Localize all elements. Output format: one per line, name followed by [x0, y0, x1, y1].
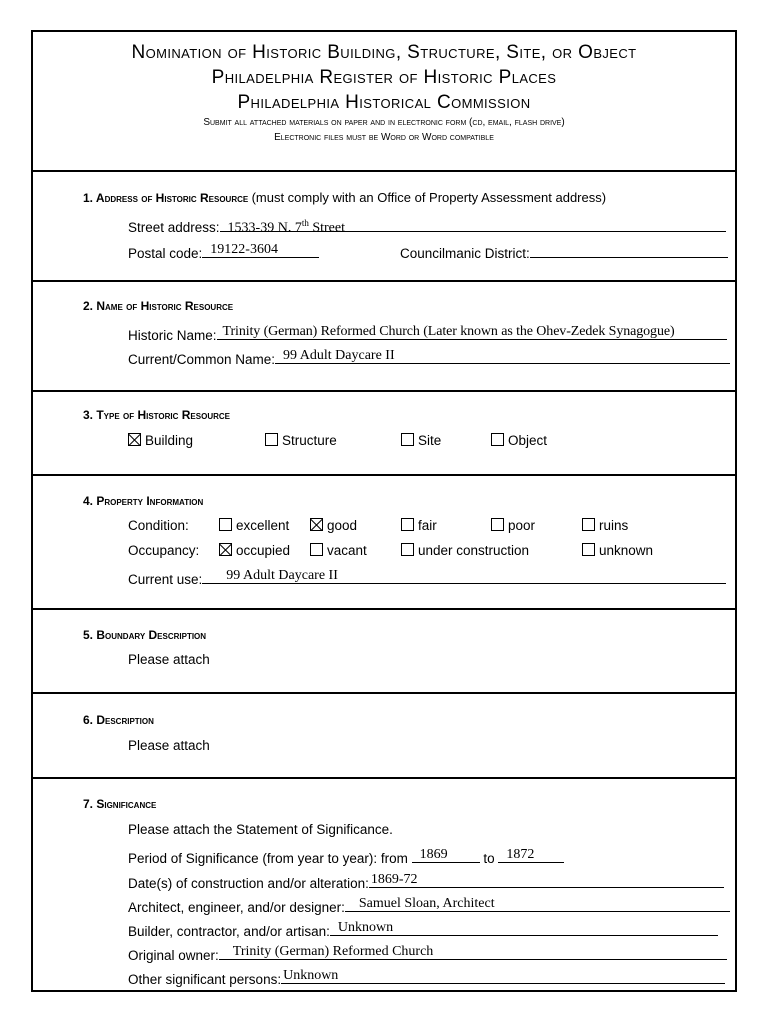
divider — [33, 777, 735, 779]
common-name-row — [128, 348, 730, 367]
condition-good-option[interactable]: good — [310, 518, 357, 533]
construction-dates-label: Date(s) of construction and/or alteration: — [128, 876, 369, 891]
architect-label: Architect, engineer, and/or designer: — [128, 900, 345, 915]
postal-code-field[interactable]: 19122-3604 — [202, 242, 319, 258]
divider — [33, 280, 735, 282]
construction-dates-row — [128, 872, 724, 891]
divider — [33, 170, 735, 172]
form-subtitle-2: Electronic files must be Word or Word compatible — [274, 132, 494, 143]
current-use-field[interactable]: 99 Adult Daycare II — [202, 568, 726, 584]
condition-ruins-option[interactable]: ruins — [582, 518, 628, 533]
original-owner-label: Original owner: — [128, 948, 219, 963]
councilmanic-district-field[interactable] — [530, 242, 728, 258]
period-to-field[interactable]: 1872 — [498, 847, 564, 863]
structure-checkbox[interactable] — [265, 433, 278, 446]
section-1-note: (must comply with an Office of Property Assessment address) — [251, 190, 607, 205]
original-owner-row — [128, 944, 727, 963]
condition-label: Condition: — [128, 518, 189, 533]
postal-code-row — [128, 242, 319, 261]
type-site-option[interactable]: Site — [401, 433, 441, 448]
section-4-heading: 4. Property Information — [83, 494, 204, 508]
other-persons-row — [128, 968, 725, 987]
building-checkbox[interactable] — [128, 433, 141, 446]
architect-row — [128, 896, 730, 915]
section-1-heading: 1. Address of Historic Resource (must comply with an Office of Property Assessment address) — [83, 190, 607, 205]
occupied-checkbox[interactable] — [219, 543, 232, 556]
historic-name-field[interactable]: Trinity (German) Reformed Church (Later known as the Ohev-Zedek Synagogue) — [217, 324, 727, 340]
type-structure-option[interactable]: Structure — [265, 433, 337, 448]
period-label: Period of Significance (from year to year): from — [128, 851, 408, 866]
councilmanic-district-row — [400, 242, 728, 261]
street-address-label: Street address: — [128, 220, 220, 235]
architect-field[interactable]: Samuel Sloan, Architect — [345, 896, 730, 912]
street-address-row — [128, 216, 726, 235]
significance-intro: Please attach the Statement of Significance. — [128, 822, 393, 837]
divider — [33, 608, 735, 610]
other-persons-field[interactable]: Unknown — [281, 968, 725, 984]
common-name-field[interactable]: 99 Adult Daycare II — [275, 348, 730, 364]
fair-checkbox[interactable] — [401, 518, 414, 531]
occupancy-vacant-option[interactable]: vacant — [310, 543, 367, 558]
section-2-heading: 2. Name of Historic Resource — [83, 299, 234, 313]
object-checkbox[interactable] — [491, 433, 504, 446]
section-3-heading: 3. Type of Historic Resource — [83, 408, 230, 422]
current-use-label: Current use: — [128, 572, 203, 587]
type-building-option[interactable]: Building — [128, 433, 193, 448]
under-construction-checkbox[interactable] — [401, 543, 414, 556]
poor-checkbox[interactable] — [491, 518, 504, 531]
section-7-heading: 7. Significance — [83, 797, 157, 811]
section-6-heading: 6. Description — [83, 713, 154, 727]
description-text: Please attach — [128, 738, 210, 753]
divider — [33, 692, 735, 694]
form-title-2: Philadelphia Register of Historic Places — [211, 67, 557, 88]
historic-name-label: Historic Name: — [128, 328, 217, 343]
builder-field[interactable]: Unknown — [330, 920, 718, 936]
form-title-1: Nomination of Historic Building, Structure, Site, or Object — [131, 42, 637, 63]
site-checkbox[interactable] — [401, 433, 414, 446]
postal-code-label: Postal code: — [128, 246, 203, 261]
form-title-3: Philadelphia Historical Commission — [237, 92, 531, 113]
condition-poor-option[interactable]: poor — [491, 518, 535, 533]
occupancy-unknown-option[interactable]: unknown — [582, 543, 653, 558]
ruins-checkbox[interactable] — [582, 518, 595, 531]
period-from-field[interactable]: 1869 — [412, 847, 480, 863]
builder-label: Builder, contractor, and/or artisan: — [128, 924, 330, 939]
form-subtitle-1: Submit all attached materials on paper and in electronic form (cd, email, flash drive) — [203, 117, 565, 128]
type-object-option[interactable]: Object — [491, 433, 547, 448]
excellent-checkbox[interactable] — [219, 518, 232, 531]
condition-fair-option[interactable]: fair — [401, 518, 437, 533]
boundary-description-text: Please attach — [128, 652, 210, 667]
historic-name-row — [128, 324, 727, 343]
vacant-checkbox[interactable] — [310, 543, 323, 556]
form-header — [33, 40, 735, 145]
construction-dates-field[interactable]: 1869-72 — [369, 872, 724, 888]
current-use-row — [128, 568, 726, 587]
nomination-form — [31, 30, 737, 992]
divider — [33, 474, 735, 476]
councilmanic-district-label: Councilmanic District: — [400, 246, 530, 261]
period-to-label: to — [483, 851, 495, 866]
unknown-checkbox[interactable] — [582, 543, 595, 556]
original-owner-field[interactable]: Trinity (German) Reformed Church — [219, 944, 727, 960]
other-persons-label: Other significant persons: — [128, 972, 282, 987]
condition-excellent-option[interactable]: excellent — [219, 518, 289, 533]
builder-row — [128, 920, 718, 939]
occupancy-occupied-option[interactable]: occupied — [219, 543, 290, 558]
good-checkbox[interactable] — [310, 518, 323, 531]
divider — [33, 390, 735, 392]
occupancy-under-construction-option[interactable]: under construction — [401, 543, 529, 558]
section-5-heading: 5. Boundary Description — [83, 628, 207, 642]
street-address-field[interactable]: 1533-39 N. 7th Street — [220, 216, 726, 232]
period-row — [128, 847, 564, 866]
occupancy-label: Occupancy: — [128, 543, 200, 558]
common-name-label: Current/Common Name: — [128, 352, 276, 367]
